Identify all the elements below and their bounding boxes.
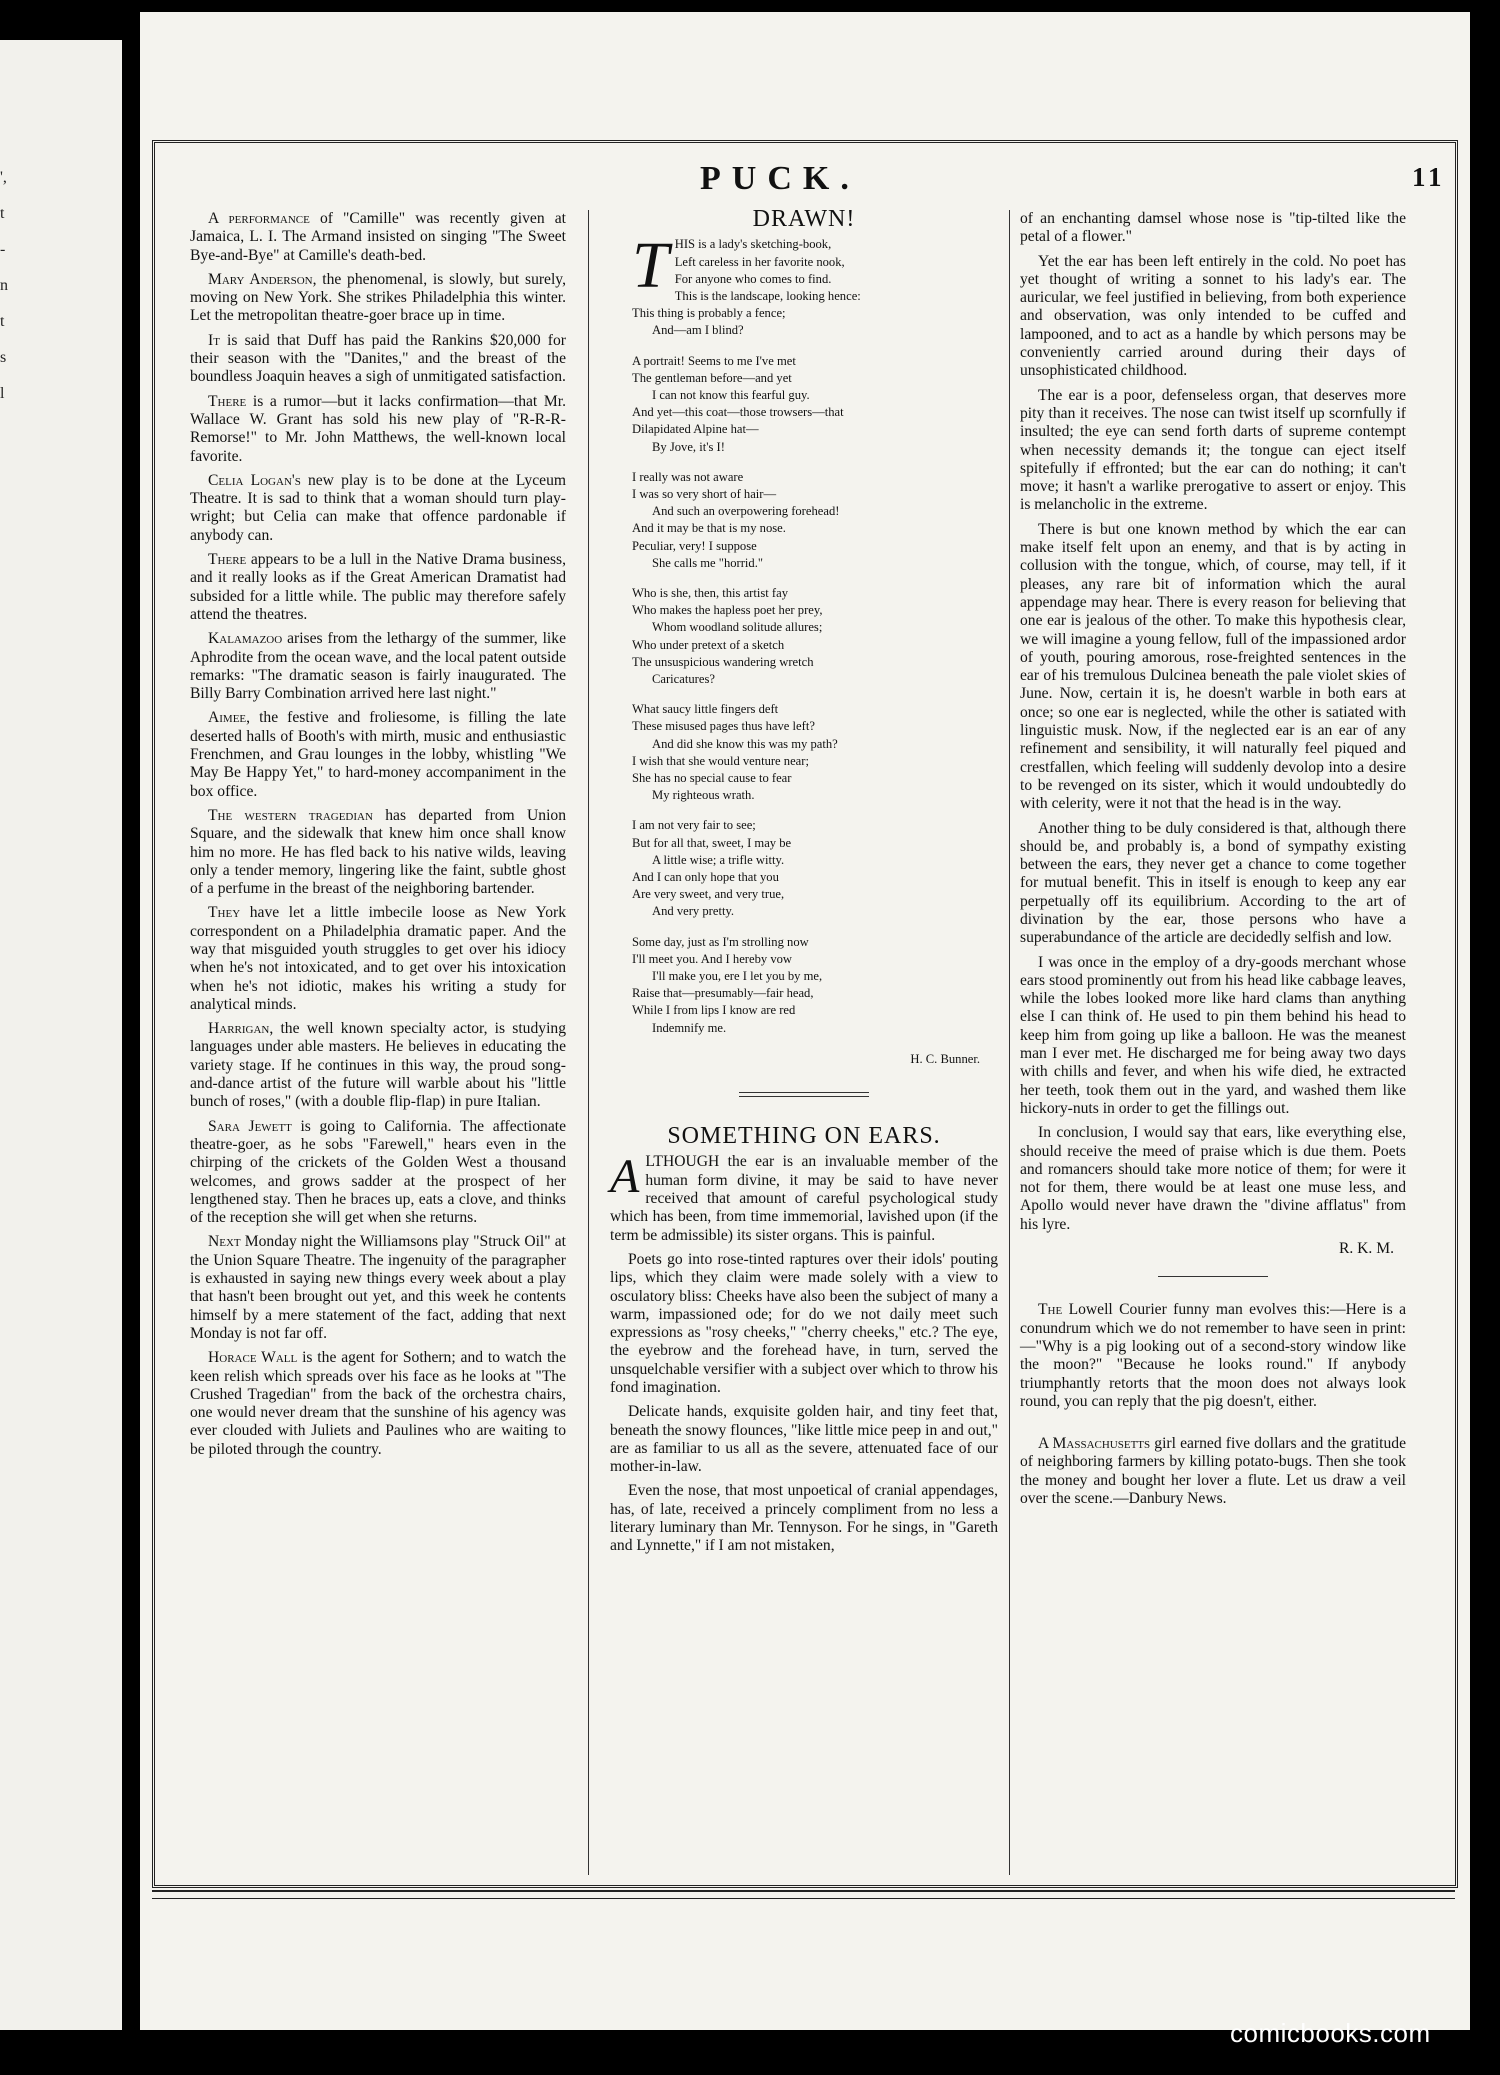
poem-line: Peculiar, very! I suppose (632, 538, 757, 553)
news-item (190, 393, 566, 466)
news-item-text: girl earned five dollars and the gratitude of neighboring farmers by killing potato-bugs. Then she took the money and bought her lover a flute. Let us draw a veil over the scene.—Danbury News. (1020, 1435, 1407, 1507)
article-signature: R. K. M. (1338, 1240, 1394, 1258)
poem-line: The gentleman before—and yet (632, 370, 792, 385)
news-item-text: is said that Duff has paid the Rankins $20,000 for their season with the "Danites," and the breast of the boundless Joaquin heaves a sigh of unmitigated satisfaction. (190, 331, 566, 386)
poem-line: This thing is probably a fence; (632, 306, 786, 321)
news-item-lead: There (208, 551, 247, 569)
news-item (190, 1233, 566, 1343)
news-item-lead: The (1038, 1301, 1063, 1319)
news-item-text: Monday night the Williamsons play "Struck Oil" at the Union Square Theatre. The ingenuity of the paragrapher is exhausted in saying new things every week about a play that hasn't been brought out yet, and this week he contents himself by a mere statement of the fact, adding that next Monday is not far off. (190, 1233, 566, 1342)
news-item (190, 1020, 566, 1111)
article-text: Yet the ear has been left entirely in the cold. No poet has yet thought of writing a sonnet to his lady's ear. The auricular, we feel justified in believing, from both experience and observation, was only intended to be cuffed and lampooned, and to act as a handle by which persons may be conveniently carried around during their days of unsophisticated childhood. (1020, 252, 1406, 380)
news-item-text: is a rumor—but it lacks confirmation—that Mr. Wallace W. Grant has sold his new play of "R-R-R-Remorse!" to Mr. John Matthews, the well-known local favorite. (190, 392, 566, 465)
poem-line: And I can only hope that you (632, 870, 779, 884)
news-item-lead: Mary Anderson (208, 270, 313, 288)
news-item (190, 709, 566, 800)
column-dramatic-notes (190, 210, 566, 1465)
spacer (1020, 1417, 1406, 1435)
adjacent-page-mark: n (0, 277, 8, 294)
news-item-text: new play is to be done at the Lyceum Theatre. It is sad to think that a woman should turn play-wright; but Celia can make that offence pardonable if anybody can. (190, 471, 567, 544)
news-item (1020, 1301, 1406, 1411)
news-item-text: appears to be a lull in the Native Drama business, and it really looks as if the Great American Dramatist had subsided for a little while. The public may therefore safely attend the theatres. (190, 551, 566, 623)
poem-line: HIS is a lady's sketching-book, (674, 237, 832, 252)
news-item-lead: Next (208, 1233, 241, 1251)
poem-line: For anyone who comes to find. (674, 271, 832, 286)
news-item-text: , the festive and froliesome, is filling the late deserted halls of Booth's with mirth, music and enthusiastic Frenchmen, and Grau lounges in the lobby, whistling "We May Be Happy Yet," to hard-money accompaniment in the box office. (190, 709, 566, 800)
adjacent-page-mark: t (0, 313, 5, 330)
article-paragraph (1020, 521, 1406, 814)
news-item-text: is going to California. The affectionate theatre-goer, as he sobs "Farewell," hears even in the chirping of the crickets of the Golden West a thousand welcomes, and grows sadder at the prospect of her lengthened stay. Then he braces up, eats a clove, and thinks of the reception she will get when she returns. (190, 1117, 567, 1227)
poem-line: I can not know this fearful guy. (652, 387, 810, 402)
adjacent-page-mark: ', (0, 169, 7, 186)
poem-line: Who under pretext of a sketch (632, 637, 785, 652)
news-item (190, 551, 566, 624)
article-paragraph (1020, 387, 1406, 515)
news-item-text: has departed from Union Square, and the sidewalk that knew him once shall know him no more. He has fled back to his native wilds, leaving only a tender memory, lingering like the faint, subtle ghost of a perfume in the breast of the neighboring bartender. (190, 806, 566, 898)
article-drop-cap: A (610, 1150, 640, 1204)
poem-signature: H. C. Bunner. (910, 1051, 980, 1066)
news-item (190, 904, 566, 1014)
watermark: comicbooks.com (1230, 2018, 1431, 2048)
poem-line: What saucy little fingers deft (632, 702, 779, 717)
poem-line: I wish that she would venture near; (632, 753, 809, 768)
article-paragraph (610, 1482, 998, 1555)
poem-line: I'll meet you. And I hereby vow (632, 951, 793, 966)
news-item-lead: A performance (208, 210, 310, 227)
poem-line: Who is she, then, this artist fay (632, 585, 788, 600)
article-text: Delicate hands, exquisite golden hair, and tiny feet that, beneath the snowy flounces, "like little mice peep in and out," are as familiar to us all as the severe, attenuated face of our mother-in-law. (610, 1403, 998, 1476)
poem-line: And—am I blind? (652, 323, 744, 338)
news-item-lead: A Massachusetts (1038, 1435, 1151, 1453)
poem-line: She has no special cause to fear (632, 770, 792, 785)
article-paragraph (1020, 820, 1406, 948)
poem-line: And such an overpowering forehead! (652, 504, 840, 519)
article-title: SOMETHING ON EARS. (667, 1123, 941, 1150)
column-center (610, 206, 998, 1562)
poem-line: Whom woodland solitude allures; (652, 620, 823, 635)
news-item-text: arises from the lethargy of the summer, like Aphrodite from the ocean wave, and the local patent outside remarks: "The dramatic season is fairly inaugurated. The Billy Barry Combination arrived here last night." (190, 630, 566, 703)
poem-line: And yet—this coat—those trowsers—that (632, 405, 844, 420)
news-item-text: have let a little imbecile loose as New York correspondent on a Philadelphia dramatic paper. And the way that misguided youth struggles to get over his idiocy when he's not intoxicated, and to get over his intoxication when he's not idiotic, makes his writing a study for analytical minds. (190, 904, 566, 1013)
news-item (190, 630, 566, 703)
binding-gutter (122, 40, 140, 2030)
adjacent-page-mark: s (0, 349, 7, 366)
poem-stanza (632, 229, 998, 339)
column-rule (588, 210, 589, 1875)
poem-line: A little wise; a trifle witty. (652, 852, 785, 867)
poem-line: Raise that—presumably—fair head, (632, 986, 814, 1001)
masthead: PUCK. (700, 160, 860, 197)
news-item (190, 807, 566, 898)
poem-line: The unsuspicious wandering wretch (632, 654, 814, 669)
poem-line: This is the landscape, looking hence: (674, 288, 861, 303)
news-item-lead: They (208, 904, 241, 922)
poem-stanza (632, 469, 998, 572)
news-item-lead: Aimee (208, 709, 247, 727)
newspaper-page (140, 12, 1470, 2030)
adjacent-page-strip (0, 40, 122, 2030)
news-item-text: , the well known specialty actor, is studying languages under able masters. He believes in educating the variety stage. If he continues in this way, the proud song-and-dance artist of the future will warble about his "little bunch of roses," (with a double flip-flap) in pure Italian. (190, 1020, 566, 1111)
poem-stanza (632, 701, 998, 804)
poem-drawn (632, 229, 998, 1037)
news-item-lead: Harrigan (208, 1020, 270, 1038)
poem-line: And it may be that is my nose. (632, 521, 786, 536)
adjacent-page-fragments (0, 160, 14, 412)
article-text: The ear is a poor, defenseless organ, that deserves more pity than it receives. The nose can twist itself up scornfully if insulted; the eye can send forth darts of supreme contempt when necessity demands it; the tongue can eject itself spitefully if effronted; but the ear can do nothing; it can't move; it hasn't a warlike prerogative to assert or enjoy. This is melancholic in the extreme. (1020, 386, 1406, 514)
poem-line: Some day, just as I'm strolling now (632, 934, 809, 949)
article-text: Even the nose, that most unpoetical of cranial appendages, has, of late, received a princely compliment from no less a literary luminary than Mr. Tennyson. For he sings, in "Gareth and Lynnette," if I am not mistaken, (610, 1482, 998, 1555)
news-item (190, 332, 566, 387)
poem-stanza (632, 817, 998, 920)
poem-line: But for all that, sweet, I may be (632, 835, 792, 850)
poem-line: My righteous wrath. (652, 788, 755, 803)
news-item-lead: It (208, 331, 220, 349)
news-item-lead: Horace Wall (208, 1349, 298, 1367)
section-separator (739, 1092, 869, 1097)
poem-line: I am not very fair to see; (632, 818, 756, 833)
poem-line: I'll make you, ere I let you by me, (652, 969, 823, 984)
news-item (190, 210, 566, 265)
news-item-text: of "Camille" was recently given at Jamaica, L. I. The Armand insisted on singing "The Sweet Bye-and-Bye" at Camille's death-bed. (190, 210, 566, 264)
poem-line: I was so very short of hair— (632, 486, 777, 501)
poem-line: Caricatures? (652, 671, 715, 686)
column-right (1020, 210, 1406, 1514)
news-item (190, 472, 566, 545)
article-something-on-ears (610, 1150, 998, 1555)
poem-line: Left careless in her favorite nook, (674, 254, 845, 269)
article-text: of an enchanting damsel whose nose is "tip-tilted like the petal of a flower." (1020, 210, 1406, 246)
poem-stanza (632, 353, 998, 456)
news-item-text: , the phenomenal, is slowly, but surely, moving on New York. She strikes Philadelphia this winter. Let the metropolitan theatre-goer brace up in time. (190, 270, 566, 325)
poem-drop-cap: T (632, 229, 669, 303)
news-item-lead: Celia Logan's (208, 471, 301, 489)
poem-line: These misused pages thus have left? (632, 719, 815, 734)
article-text: In conclusion, I would say that ears, like everything else, should receive the meed of praise which is due them. Poets and romancers should take more notice of them; for were it not for them, there would be at least one muse less, and Apollo would never have drawn the "divine afflatus" from his lyre. (1020, 1124, 1406, 1233)
article-text: I was once in the employ of a dry-goods merchant whose ears stood prominently out from his head like cabbage leaves, while the lobes looked more like hard clams than anything else I can think of. He used to pin them behind his head to keep him from going up like a balloon. He was the meanest man I ever met. He discharged me for being away two days with chills and fever, and when his wife died, he extracted her teeth, took them out in the yard, and washed them like hickory-nuts in order to get the fillings out. (1020, 953, 1406, 1117)
poem-title: DRAWN! (752, 206, 856, 232)
poem-line: Dilapidated Alpine hat— (632, 422, 759, 437)
news-item-text: is the agent for Sothern; and to watch the keen relish which spreads over his face as he looks at "The Crushed Tragedian" from the back of the orchestra chairs, one would never dream that the sunshine of his agency was ever clouded with Juliets and Paulines who are waiting to be piloted through the country. (190, 1349, 566, 1458)
article-text: Another thing to be duly considered is that, although there should be, and probably is, a bond of sympathy existing between the ears, they never get a chance to come together for mutual benefit. This in itself is enough to keep any ear perpetually off its equilibrium. According to the art of divination by the ear, those persons who have a superabundance of the article are decidedly selfish and low. (1020, 819, 1406, 947)
adjacent-page-mark: t (0, 205, 5, 222)
poem-line: Who makes the hapless poet her prey, (632, 603, 823, 618)
article-paragraph (610, 1150, 998, 1244)
poem-line: Indemnify me. (652, 1020, 727, 1035)
adjacent-page-mark: l (0, 385, 5, 402)
poem-line: And very pretty. (652, 904, 735, 919)
article-text: LTHOUGH the ear is an invaluable member of the human form divine, it may be said to have never received that amount of careful psychological study which has been, from time immemorial, lavished upon (if the term be admissible) its sister organs. This is painful. (610, 1153, 998, 1244)
article-paragraph (1020, 1124, 1406, 1234)
poem-line: She calls me "horrid." (652, 555, 764, 570)
poem-line: I really was not aware (632, 469, 744, 484)
news-item (190, 271, 566, 326)
article-text: There is but one known method by which the ear can make itself felt upon an enemy, and that is by acting in collusion with the tongue, which, of course, may tell, if it pleases, any rare bit of information which the aural appendage may hear. There is every reason for believing that one ear is jealous of the other. To make this hypothesis clear, we will imagine a young fellow, full of the impassioned ardor of youth, pouring amorous, rose-freighted sentences in the ear of his tremulous Dulcinea beneath the pale violet skies of June. Now, certain it is, he doesn't warble in both ears at once; so one ear is neglected, while the other is satiated with linguistic musk. Now, if the neglected ear is an ear of any refinement and sensibility, it will naturally feel piqued and crestfallen, which feeling will suddenly devolop into a desire to be revenged on its sister, which it would undoubtedly do with celerity, were it not that the head is in the way. (1020, 520, 1406, 813)
column-rule (1009, 210, 1010, 1875)
poem-line: Are very sweet, and very true, (632, 887, 785, 902)
poem-stanza (632, 585, 998, 688)
news-item (190, 1118, 566, 1228)
news-item-lead: Sara Jewett (208, 1117, 292, 1135)
article-paragraph (610, 1403, 998, 1476)
poem-line: By Jove, it's I! (652, 439, 725, 454)
page-number: 11 (1412, 162, 1446, 192)
news-item-lead: There (208, 392, 247, 410)
news-item-text: Lowell Courier funny man evolves this:—Here is a conundrum which we do not remember to have seen in print:—"Why is a pig looking out of a second-story window like the moon?" "Because he looks round." If anybody triumphantly retorts that the moon does not always look round, you can reply that the pig doesn't, either. (1020, 1301, 1406, 1410)
poem-line: While I from lips I know are red (632, 1003, 796, 1018)
news-item (1020, 1435, 1406, 1508)
poem-line: And did she know this was my path? (652, 736, 838, 751)
section-separator (1158, 1276, 1268, 1277)
article-paragraph (1020, 253, 1406, 381)
adjacent-page-mark: - (0, 241, 6, 258)
poem-line: A portrait! Seems to me I've met (632, 353, 796, 368)
article-paragraph (1020, 954, 1406, 1119)
news-item-lead: The western tragedian (208, 806, 373, 824)
article-text: Poets go into rose-tinted raptures over their idols' pouting lips, which they claim were made solely with a view to osculatory bliss: Cheeks have also been the subject of many a warm, impassioned ode; for do we not daily meet such expressions as "rosy cheeks," "cherry cheeks," etc.? The eye, the eyebrow and the forehead have, in turn, served the unsquelchable versifier with a subject over which to throw his fond imagination. (610, 1250, 998, 1396)
bottom-rule (152, 1890, 1455, 1899)
poem-stanza (632, 934, 998, 1037)
news-item (190, 1349, 566, 1459)
article-paragraph (1020, 210, 1406, 247)
news-item-lead: Kalamazoo (208, 630, 283, 648)
article-paragraph (610, 1251, 998, 1397)
